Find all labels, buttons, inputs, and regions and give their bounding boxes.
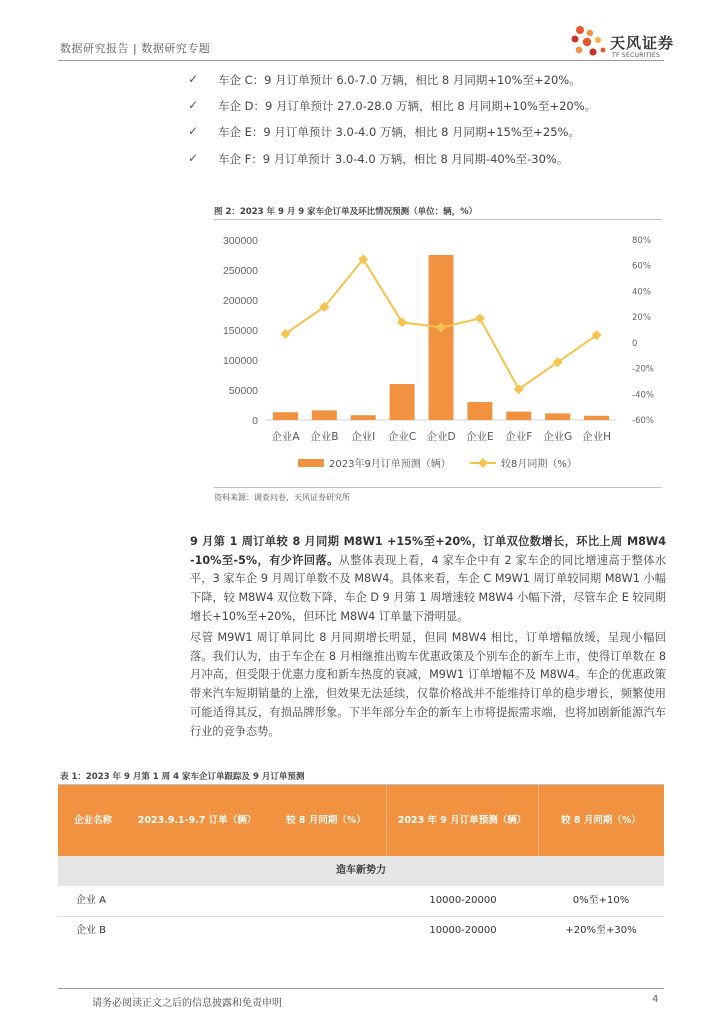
bullet-company: 车企 F [218, 152, 252, 166]
table-header-cell: 较 8 月同期（%） [561, 815, 641, 826]
brand-subtitle: TF SECURITIES [612, 52, 661, 59]
table-row [58, 886, 664, 916]
table-cell-change: +20%至+30% [565, 925, 637, 936]
x-tick-label: 企业D [426, 431, 456, 443]
line-point-企业E [475, 313, 485, 323]
table-section-label: 造车新势力 [336, 865, 386, 876]
bar-企业F [506, 412, 531, 420]
analysis-paragraph-1 [190, 533, 666, 627]
x-tick-label: 企业A [271, 431, 300, 443]
brand-logo [568, 24, 678, 60]
checkmark-icon: ✓ [188, 124, 199, 138]
y-left-tick-label: 0 [252, 415, 258, 427]
bar-企业I [351, 415, 376, 420]
legend-line-marker [478, 458, 488, 468]
table-header-cell: 2023 年 9 月订单预测（辆） [397, 815, 527, 826]
table-caption: 表 1：2023 年 9 月第 1 周 4 家车企订单跟踪及 9 月订单预测 [60, 772, 305, 782]
bar-企业H [584, 416, 609, 420]
x-tick-label: 企业H [582, 431, 612, 443]
bullet-text: ：9 月订单预计 3.0-4.0 万辆，相比 8 月同期-40%至-30%。 [251, 152, 569, 166]
table-cell-change: 0%至+10% [572, 895, 630, 906]
y-left-tick-label: 50000 [228, 385, 258, 397]
table-cell-company: 企业 B [76, 925, 107, 936]
bar-企业D [429, 255, 454, 420]
y-right-tick-label: -60% [632, 416, 654, 426]
bullet-company: 车企 E [218, 125, 252, 139]
figure-top-rule [214, 219, 662, 220]
y-right-tick-label: 20% [632, 313, 651, 324]
table-row [58, 916, 664, 946]
checkmark-icon: ✓ [188, 151, 199, 165]
y-left-tick-label: 150000 [222, 325, 258, 337]
header-report-type: 数据研究报告 | 数据研究专题 [60, 42, 211, 55]
legend-bar-swatch [298, 459, 324, 467]
bullet-text: ：9 月订单预计 6.0-7.0 万辆，相比 8 月同期+10%至+20%。 [252, 73, 581, 87]
y-right-tick-label: -40% [632, 390, 654, 401]
bullet-company: 车企 C [218, 73, 253, 87]
paragraph-highlight: 9 月第 1 周订单较 8 月同期 M8W1 +15%至+20%，订单双位数增长，环比上周 M8W4 -10%至-5%，有少许回落。 [190, 535, 666, 567]
paragraph-body: 从整体表现上看，4 家车企中有 2 家车企的同比增速高于整体水平，3 家车企 9 月周订单数不及 M8W4。具体来看，车企 C M9W1 周订单较同期 M8W1 小幅下降，较 M8W4 双位数下降，车企 D 9 月第 1 周增速较 M8W4 小幅下滑，尽管车企 E 较同期增长+10%至+20%，但环比 M8W4 订单量下滑明显。 [190, 553, 667, 623]
page-number: 4 [652, 994, 659, 1005]
y-right-tick-label: 40% [632, 287, 651, 298]
figure-bottom-rule [214, 487, 662, 488]
brand-logo-icon [568, 24, 608, 60]
table-section-row [58, 856, 664, 886]
y-right-tick-label: 80% [632, 236, 651, 246]
x-tick-label: 企业F [505, 431, 533, 443]
bar-企业A [273, 412, 298, 420]
checkmark-icon: ✓ [188, 98, 199, 112]
y-left-tick-label: 100000 [222, 355, 258, 367]
table-cell-company: 企业 A [76, 895, 107, 906]
x-tick-label: 企业E [466, 431, 494, 443]
table-header-cell: 较 8 月同期（%） [286, 815, 366, 826]
analysis-paragraph-2: 尽管 M9W1 周订单同比 8 月同期增长明显，但同 M8W4 相比，订单增幅放缓，呈现小幅回落。我们认为，由于车企在 8 月相继推出购车优惠政策及个别车企的新车上市，使得订单数在 8 月冲高，但受限于优惠力度和新车热度的衰减，M9W1 订单增幅不及 M8W4。车企的优惠政策带来汽车短期销量的上涨，但效果无法延续，仅靠价格战并不能维持订单的稳步增长，频繁使用可能适得其反，有损品牌形象。下半年部分车企的新车上市将提振需求端，也将加剧新能源汽车行业的竞争态势。 [190, 631, 666, 738]
brand-name: 天风证券 [610, 34, 675, 52]
y-left-tick-label: 250000 [222, 265, 258, 277]
y-right-tick-label: -20% [632, 364, 654, 375]
bar-企业C [390, 384, 415, 420]
order-forecast-chart [214, 222, 664, 484]
footer-divider [58, 988, 664, 989]
table-cell-forecast: 10000-20000 [429, 895, 497, 906]
x-tick-label: 企业I [351, 431, 376, 443]
bullet-text: ：9 月订单预计 3.0-4.0 万辆，相比 8 月同期+15%至+25%。 [251, 125, 580, 139]
header-divider [58, 60, 664, 61]
y-right-tick-label: 0 [632, 338, 638, 349]
legend-bar-label: 2023年9月订单预测（辆） [329, 459, 451, 470]
bar-企业B [312, 410, 337, 420]
table-header-row [58, 785, 664, 856]
legend-line-label: 较8月同期（%） [501, 459, 577, 470]
y-left-tick-label: 300000 [222, 235, 258, 247]
bullet-text: ：9 月订单预计 27.0-28.0 万辆，相比 8 月同期+10%至+20%。 [253, 99, 597, 113]
footer-disclaimer: 请务必阅读正文之后的信息披露和免责申明 [92, 998, 282, 1009]
table-header-cell: 2023.9.1-9.7 订单（辆） [137, 815, 257, 826]
x-tick-label: 企业B [310, 431, 339, 443]
line-point-企业C [397, 317, 407, 327]
y-left-tick-label: 200000 [222, 295, 258, 307]
bar-企业E [467, 402, 492, 420]
y-right-tick-label: 60% [632, 261, 651, 272]
x-tick-label: 企业C [387, 431, 417, 443]
table-cell-forecast: 10000-20000 [429, 925, 497, 936]
checkmark-icon: ✓ [188, 72, 199, 86]
table-header-cell: 企业名称 [73, 815, 112, 826]
figure-source: 资料来源：调查问卷，天风证券研究所 [214, 493, 350, 502]
bar-企业G [545, 413, 570, 420]
bullet-company: 车企 D [218, 99, 254, 113]
x-tick-label: 企业G [543, 431, 573, 443]
figure-caption: 图 2：2023 年 9 月 9 家车企订单及环比情况预测（单位：辆，%） [214, 207, 478, 217]
